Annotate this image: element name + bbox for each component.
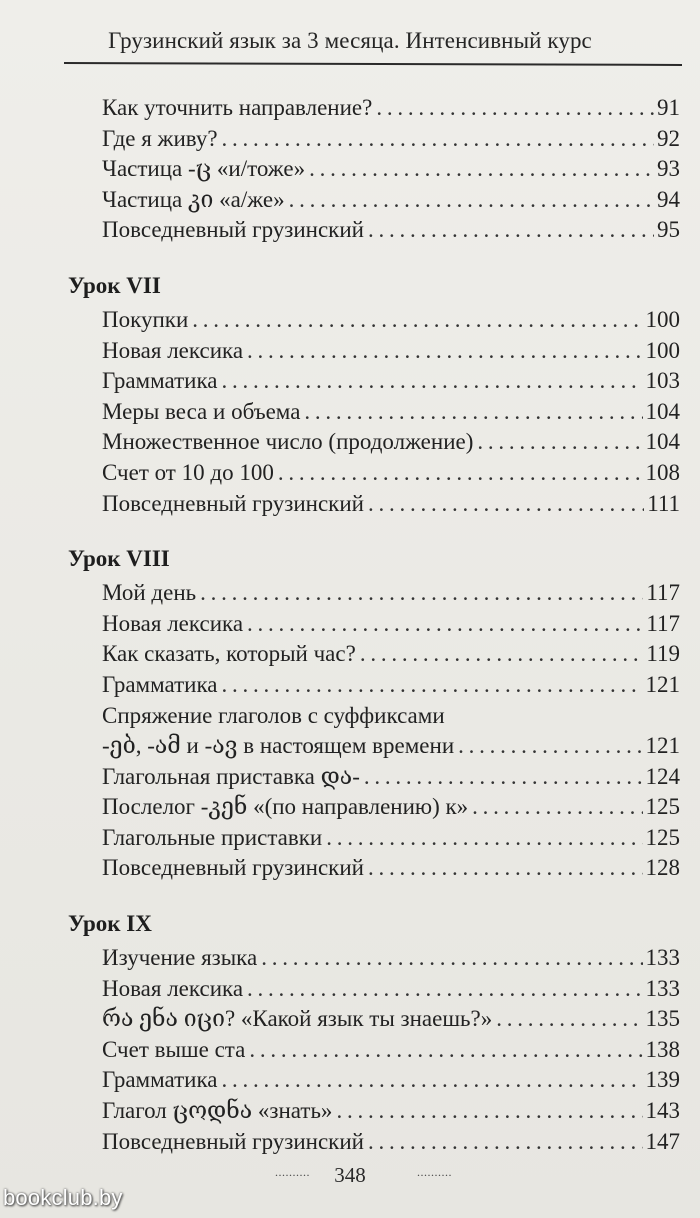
toc-entry-page: 119 — [646, 641, 680, 667]
toc-entry-title: Новая лексика — [102, 610, 244, 636]
table-of-contents — [0, 93, 700, 1157]
dot-leader — [261, 943, 642, 974]
dot-leader — [247, 609, 643, 640]
toc-entry-title: Новая лексика — [102, 337, 244, 363]
toc-entry — [102, 366, 680, 397]
toc-entry — [102, 489, 680, 520]
dot-leader — [477, 427, 642, 458]
toc-entry-title: Грамматика — [102, 368, 218, 394]
toc-entry-title: Частица -ც «и/тоже» — [102, 156, 306, 182]
toc-entry — [102, 701, 680, 732]
toc-entry — [102, 1004, 680, 1035]
toc-entry-page: 133 — [645, 945, 680, 971]
toc-entry-title: Как уточнить направление? — [102, 95, 373, 120]
dot-leader — [304, 397, 642, 428]
header-rule — [64, 62, 682, 66]
toc-entry — [102, 609, 680, 640]
dot-leader — [222, 670, 643, 701]
dot-leader — [247, 974, 642, 1005]
dot-leader — [278, 458, 643, 489]
dot-leader — [368, 215, 654, 246]
dot-leader — [368, 1127, 643, 1158]
toc-entry-title: Как сказать, который час? — [102, 641, 356, 667]
toc-entry — [102, 974, 680, 1005]
toc-entry-title: Спряжение глаголов с суффиксами — [102, 702, 445, 728]
toc-entry — [102, 336, 680, 367]
dot-leader — [247, 336, 642, 367]
toc-entry-title: Послелог -კენ «(по направлению) к» — [102, 794, 469, 820]
dot-leader — [458, 731, 642, 762]
toc-entry — [102, 154, 680, 185]
dot-leader — [368, 853, 643, 884]
dot-leader — [222, 124, 654, 155]
toc-entry — [102, 578, 680, 609]
toc-entry — [102, 853, 680, 884]
toc-entry — [102, 185, 680, 216]
toc-entry-title: Счет выше ста — [102, 1036, 246, 1062]
toc-entry-page: 100 — [645, 306, 680, 332]
toc-entry-page: 135 — [645, 1006, 680, 1032]
lesson-section — [0, 93, 700, 246]
toc-entry — [102, 1065, 680, 1096]
toc-entry-page: 125 — [645, 794, 680, 820]
toc-entry-title: Меры веса и объема — [102, 398, 301, 424]
toc-entry-title: Глагол ცოდნა «знать» — [102, 1098, 333, 1124]
toc-entry — [102, 397, 680, 428]
toc-entry-title: Покупки — [102, 306, 189, 332]
toc-entry-title: Повседневный грузинский — [102, 490, 364, 516]
toc-entry-page: 103 — [645, 368, 680, 394]
dot-leader — [376, 93, 654, 124]
running-head: Грузинский язык за 3 месяца. Интенсивный курс — [108, 28, 592, 53]
toc-entry-page: 108 — [645, 459, 680, 485]
toc-entry — [102, 1096, 680, 1127]
toc-entry-page: 95 — [657, 217, 680, 243]
dot-leader — [249, 1035, 642, 1066]
toc-entry-page: 121 — [645, 671, 680, 697]
toc-entry — [102, 639, 680, 670]
toc-entry-page: 139 — [645, 1067, 680, 1093]
toc-entry-title: Новая лексика — [102, 975, 244, 1001]
toc-entry-page: 100 — [645, 337, 680, 363]
toc-entry-page: 128 — [645, 855, 680, 881]
toc-entry — [102, 670, 680, 701]
toc-entry — [102, 215, 680, 246]
toc-entry-title: რა ენა იცი? «Какой язык ты знаешь?» — [102, 1006, 493, 1032]
dot-leader — [200, 578, 643, 609]
toc-entry-page: 147 — [645, 1128, 680, 1154]
toc-entry — [102, 458, 680, 489]
toc-entry — [102, 792, 680, 823]
toc-entry-title: Изучение языка — [102, 945, 258, 971]
dot-leader — [326, 823, 642, 854]
toc-entry-page: 93 — [657, 156, 680, 182]
lesson-section — [0, 270, 700, 519]
toc-entry — [102, 731, 680, 762]
toc-entry — [102, 1035, 680, 1066]
toc-entry-page: 92 — [657, 125, 680, 151]
toc-entry-title: -ებ, -ამ и -ავ в настоящем времени — [102, 733, 455, 759]
toc-entry — [102, 1127, 680, 1158]
toc-entry — [102, 943, 680, 974]
toc-entry-page: 143 — [645, 1098, 680, 1124]
dot-leader — [364, 762, 643, 793]
toc-entry-title: Где я живу? — [102, 125, 218, 151]
toc-entry-title: Частица კი «а/же» — [102, 186, 285, 212]
toc-entry-page: 133 — [645, 975, 680, 1001]
lesson-section — [0, 908, 700, 1157]
page-number: 348 — [334, 1163, 366, 1187]
footer-ornament-right: .......... — [417, 1165, 452, 1179]
toc-entry-title: Счет от 10 до 100 — [102, 459, 274, 485]
lesson-title: Урок IX — [68, 911, 152, 937]
dot-leader — [368, 489, 644, 520]
dot-leader — [289, 185, 654, 216]
dot-leader — [360, 639, 644, 670]
toc-entry-title: Глагольная приставка და- — [102, 763, 360, 789]
watermark: bookclub.by — [3, 1185, 123, 1210]
dot-leader — [336, 1096, 642, 1127]
dot-leader — [222, 366, 643, 397]
toc-entry — [102, 427, 680, 458]
toc-entry-page: 138 — [645, 1036, 680, 1062]
footer-ornament-left: .......... — [275, 1165, 310, 1179]
toc-entry-page: 125 — [645, 824, 680, 850]
toc-entry — [102, 305, 680, 336]
dot-leader — [472, 792, 642, 823]
toc-entry-page: 117 — [646, 610, 680, 636]
toc-entry-title: Повседневный грузинский — [102, 855, 364, 881]
lesson-title: Урок VII — [68, 272, 161, 298]
lesson-title: Урок VIII — [68, 546, 170, 572]
toc-entry-page: 121 — [645, 733, 680, 759]
toc-entry-page: 117 — [646, 580, 680, 606]
toc-entry-page: 124 — [645, 763, 680, 789]
toc-entry-title: Грамматика — [102, 1067, 218, 1093]
dot-leader — [192, 305, 642, 336]
lesson-section — [0, 543, 700, 884]
toc-entry-page: 91 — [657, 95, 680, 120]
toc-entry — [102, 124, 680, 155]
dot-leader — [496, 1004, 642, 1035]
toc-entry-title: Повседневный грузинский — [102, 1128, 364, 1154]
toc-entry-page: 104 — [645, 429, 680, 455]
toc-entry-page: 111 — [647, 490, 680, 516]
dot-leader — [309, 154, 654, 185]
toc-entry — [102, 93, 680, 124]
toc-entry-title: Множественное число (продолжение) — [102, 429, 474, 455]
toc-entry-page: 104 — [645, 398, 680, 424]
toc-entry-title: Мой день — [102, 580, 197, 606]
toc-entry-title: Повседневный грузинский — [102, 217, 364, 243]
dot-leader — [222, 1065, 643, 1096]
toc-entry — [102, 762, 680, 793]
toc-entry — [102, 823, 680, 854]
toc-entry-page: 94 — [657, 186, 680, 212]
toc-entry-title: Грамматика — [102, 671, 218, 697]
toc-entry-title: Глагольные приставки — [102, 824, 323, 850]
